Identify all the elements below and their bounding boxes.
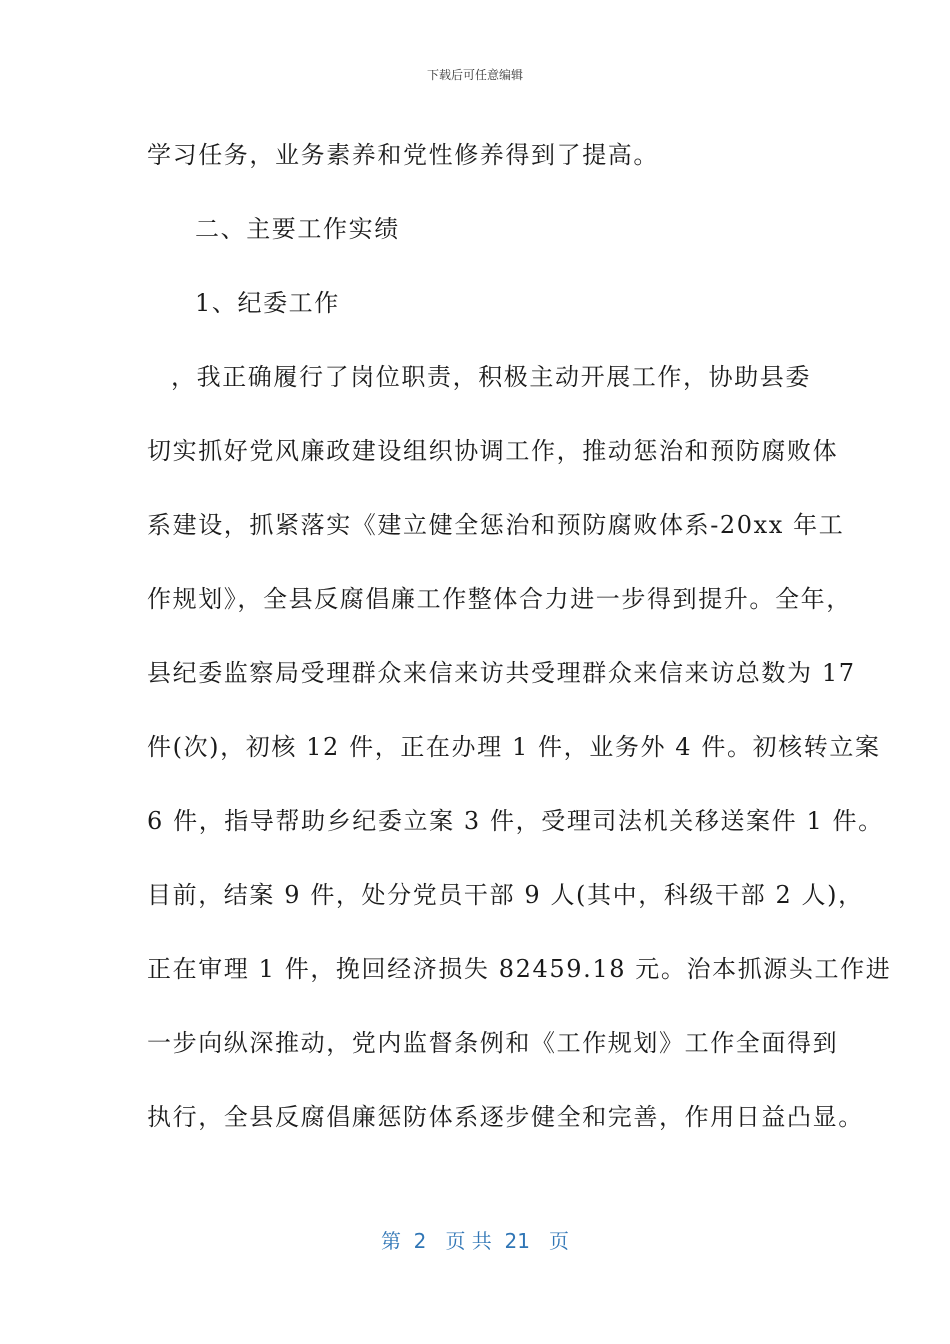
paragraph-line: 学习任务，业务素养和党性修养得到了提高。: [147, 141, 659, 169]
subsection-heading: 1、纪委工作: [195, 289, 340, 317]
paragraph-line: 系建设，抓紧落实《建立健全惩治和预防腐败体系-20xx 年工: [147, 511, 845, 539]
paragraph-line: ，我正确履行了岗位职责，积极主动开展工作，协助县委: [171, 363, 811, 391]
paragraph-line: 目前，结案 9 件，处分党员干部 9 人(其中，科级干部 2 人)，: [147, 881, 864, 909]
paragraph-line: 作规划》，全县反腐倡廉工作整体合力进一步得到提升。全年，: [147, 585, 852, 613]
section-heading: 二、主要工作实绩: [195, 215, 400, 243]
paragraph-line: 6 件，指导帮助乡纪委立案 3 件，受理司法机关移送案件 1 件。: [147, 807, 884, 835]
paragraph-line: 正在审理 1 件，挽回经济损失 82459.18 元。治本抓源头工作进: [147, 955, 892, 983]
page-number: 第 2 页 共 21 页: [380, 1229, 570, 1253]
document-body: [147, 118, 892, 1154]
paragraph-line: 切实抓好党风廉政建设组织协调工作，推动惩治和预防腐败体: [147, 437, 839, 465]
paragraph-line: 一步向纵深推动，党内监督条例和《工作规划》工作全面得到: [147, 1029, 839, 1057]
paragraph-line: 件(次)，初核 12 件，正在办理 1 件，业务外 4 件。初核转立案: [147, 733, 881, 761]
paragraph-line: 县纪委监察局受理群众来信来访共受理群众来信来访总数为 17: [147, 659, 856, 687]
page-header-note: 下载后可任意编辑: [426, 68, 523, 82]
paragraph-line: 执行，全县反腐倡廉惩防体系逐步健全和完善，作用日益凸显。: [147, 1103, 864, 1131]
